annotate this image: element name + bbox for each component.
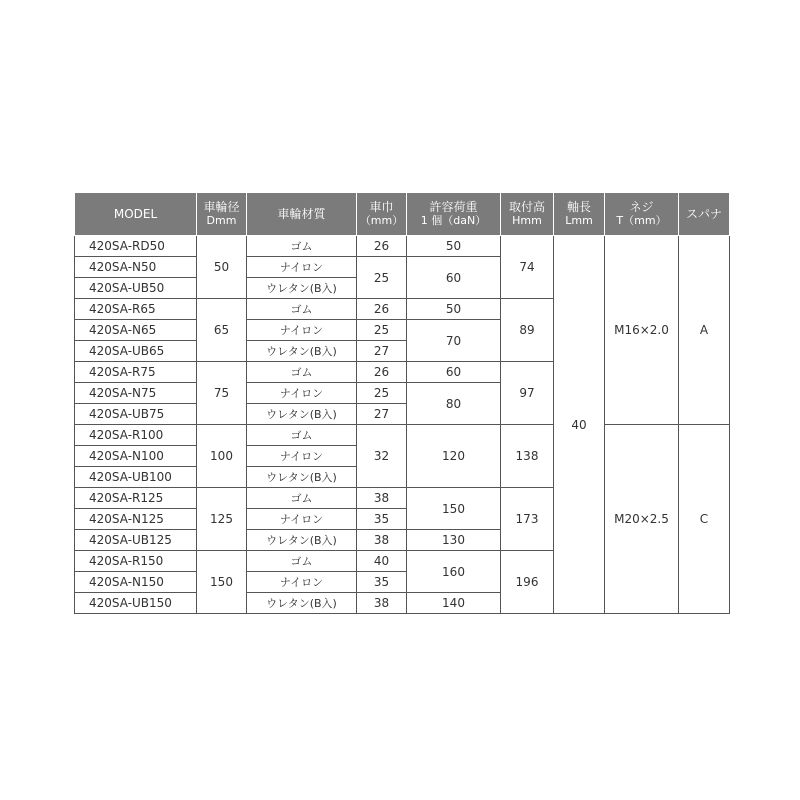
- height-cell: 138: [501, 425, 554, 488]
- header-wheel-width: 車巾 （mm）: [357, 193, 407, 236]
- material-cell: ゴム: [247, 236, 357, 257]
- material-cell: ゴム: [247, 551, 357, 572]
- header-row: [75, 193, 730, 236]
- model-cell: 420SA-R150: [75, 551, 197, 572]
- width-cell: 26: [357, 362, 407, 383]
- height-cell: 173: [501, 488, 554, 551]
- width-cell: 27: [357, 341, 407, 362]
- axle-length-cell: 40: [554, 236, 605, 614]
- load-cell: 70: [407, 320, 501, 362]
- height-cell: 97: [501, 362, 554, 425]
- material-cell: ナイロン: [247, 383, 357, 404]
- diameter-cell: 125: [197, 488, 247, 551]
- model-cell: 420SA-UB150: [75, 593, 197, 614]
- material-cell: ナイロン: [247, 320, 357, 341]
- material-cell: ナイロン: [247, 446, 357, 467]
- load-cell: 60: [407, 257, 501, 299]
- height-cell: 74: [501, 236, 554, 299]
- width-cell: 27: [357, 404, 407, 425]
- model-cell: 420SA-N100: [75, 446, 197, 467]
- load-cell: 150: [407, 488, 501, 530]
- spanner-cell: A: [679, 236, 730, 425]
- spanner-cell: C: [679, 425, 730, 614]
- width-cell: 38: [357, 488, 407, 509]
- width-cell: 38: [357, 530, 407, 551]
- height-cell: 89: [501, 299, 554, 362]
- width-cell: 25: [357, 320, 407, 341]
- load-cell: 50: [407, 236, 501, 257]
- model-cell: 420SA-N65: [75, 320, 197, 341]
- width-cell: 38: [357, 593, 407, 614]
- material-cell: ウレタン(B入): [247, 341, 357, 362]
- material-cell: ゴム: [247, 425, 357, 446]
- header-model: MODEL: [75, 193, 197, 236]
- model-cell: 420SA-R100: [75, 425, 197, 446]
- header-wheel-material: 車輪材質: [247, 193, 357, 236]
- diameter-cell: 75: [197, 362, 247, 425]
- load-cell: 60: [407, 362, 501, 383]
- header-wheel-diameter: 車輪径 Dmm: [197, 193, 247, 236]
- material-cell: ナイロン: [247, 257, 357, 278]
- material-cell: ウレタン(B入): [247, 530, 357, 551]
- material-cell: ゴム: [247, 488, 357, 509]
- load-cell: 130: [407, 530, 501, 551]
- model-cell: 420SA-UB125: [75, 530, 197, 551]
- table-row: [75, 236, 730, 257]
- material-cell: ナイロン: [247, 509, 357, 530]
- model-cell: 420SA-R125: [75, 488, 197, 509]
- header-mount-height: 取付高 Hmm: [501, 193, 554, 236]
- diameter-cell: 65: [197, 299, 247, 362]
- diameter-cell: 150: [197, 551, 247, 614]
- model-cell: 420SA-UB100: [75, 467, 197, 488]
- diameter-cell: 50: [197, 236, 247, 299]
- model-cell: 420SA-UB75: [75, 404, 197, 425]
- thread-cell: M16×2.0: [605, 236, 679, 425]
- table-row: [75, 425, 730, 446]
- material-cell: ウレタン(B入): [247, 404, 357, 425]
- material-cell: ゴム: [247, 362, 357, 383]
- header-allowable-load: 許容荷重 1 個（daN）: [407, 193, 501, 236]
- width-cell: 32: [357, 425, 407, 488]
- model-cell: 420SA-N125: [75, 509, 197, 530]
- model-cell: 420SA-UB50: [75, 278, 197, 299]
- header-thread: ネジ T（mm）: [605, 193, 679, 236]
- material-cell: ゴム: [247, 299, 357, 320]
- load-cell: 140: [407, 593, 501, 614]
- header-axle-length: 軸長 Lmm: [554, 193, 605, 236]
- width-cell: 25: [357, 383, 407, 404]
- material-cell: ウレタン(B入): [247, 467, 357, 488]
- model-cell: 420SA-R75: [75, 362, 197, 383]
- model-cell: 420SA-N75: [75, 383, 197, 404]
- load-cell: 80: [407, 383, 501, 425]
- width-cell: 40: [357, 551, 407, 572]
- material-cell: ナイロン: [247, 572, 357, 593]
- material-cell: ウレタン(B入): [247, 593, 357, 614]
- width-cell: 35: [357, 572, 407, 593]
- width-cell: 26: [357, 236, 407, 257]
- width-cell: 25: [357, 257, 407, 299]
- thread-cell: M20×2.5: [605, 425, 679, 614]
- model-cell: 420SA-R65: [75, 299, 197, 320]
- height-cell: 196: [501, 551, 554, 614]
- model-cell: 420SA-N150: [75, 572, 197, 593]
- width-cell: 26: [357, 299, 407, 320]
- load-cell: 160: [407, 551, 501, 593]
- load-cell: 120: [407, 425, 501, 488]
- load-cell: 50: [407, 299, 501, 320]
- diameter-cell: 100: [197, 425, 247, 488]
- model-cell: 420SA-UB65: [75, 341, 197, 362]
- model-cell: 420SA-N50: [75, 257, 197, 278]
- header-spanner: スパナ: [679, 193, 730, 236]
- width-cell: 35: [357, 509, 407, 530]
- model-cell: 420SA-RD50: [75, 236, 197, 257]
- caster-spec-table: [74, 192, 730, 614]
- material-cell: ウレタン(B入): [247, 278, 357, 299]
